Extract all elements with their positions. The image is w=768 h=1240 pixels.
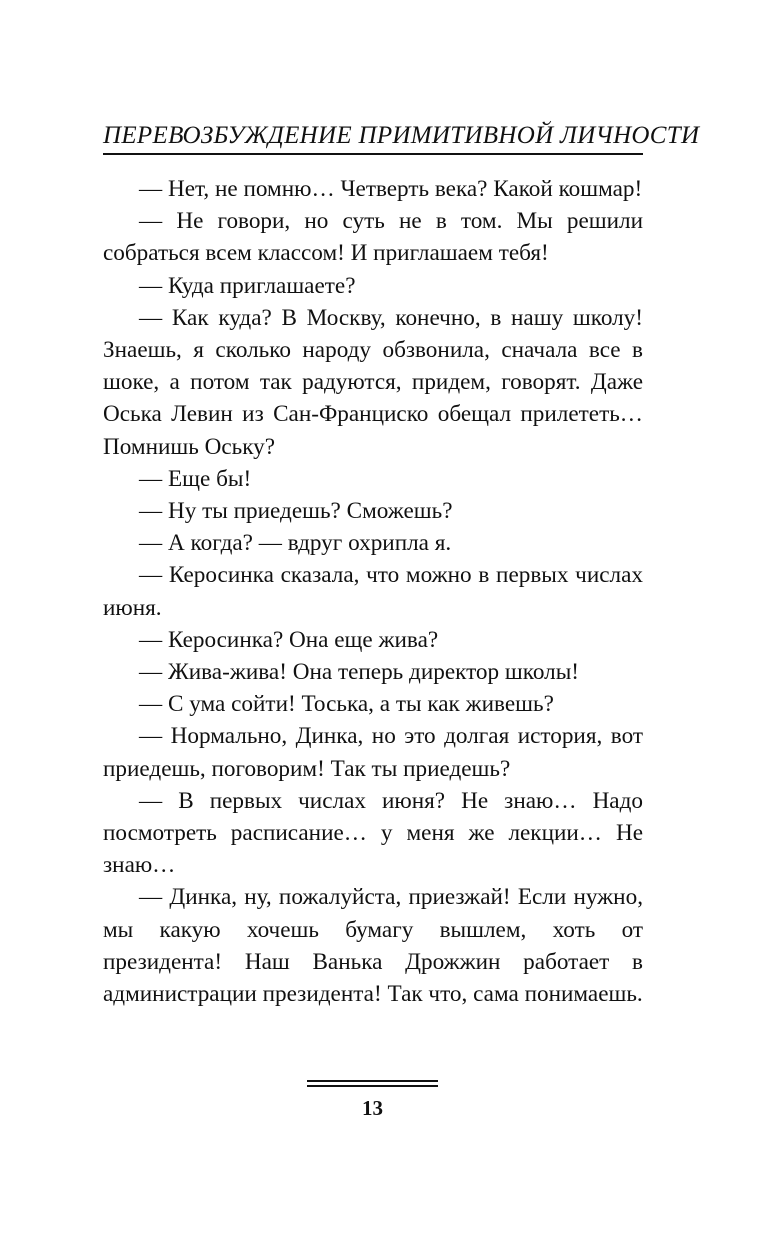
running-title: ПЕРЕВОЗБУЖДЕНИЕ ПРИМИТИВНОЙ ЛИЧНОСТИ bbox=[103, 122, 700, 149]
paragraph: — Не говори, но суть не в том. Мы решили собраться всем классом! И приглашаем тебя! bbox=[103, 208, 643, 267]
paragraph: — С ума сойти! Тоська, а ты как живешь? bbox=[139, 691, 554, 718]
page-number: 13 bbox=[362, 1096, 383, 1120]
paragraph: — Нормально, Динка, но это долгая история, вот приедешь, поговорим! Так ты приедешь? bbox=[103, 723, 643, 782]
paragraph: — Еще бы! bbox=[139, 465, 252, 492]
paragraph: — В первых числах июня? Не знаю… Надо посмотреть расписание… у меня же лекции… Не знаю… bbox=[103, 787, 643, 879]
footer-rule-bottom bbox=[307, 1085, 438, 1087]
paragraph: — А когда? — вдруг охрипла я. bbox=[139, 530, 452, 557]
paragraph: — Нет, не помню… Четверть века? Какой кошмар! bbox=[139, 176, 643, 202]
paragraph: — Динка, ну, пожалуйста, приезжай! Если нужно, мы какую хочешь бумагу вышлем, хоть от президента! Наш Ванька Дрожжин работает в администрации президента! Так что, сама понимаешь. bbox=[103, 884, 643, 1008]
paragraph: — Керосинка? Она еще жива? bbox=[139, 626, 439, 653]
paragraph: — Ну ты приедешь? Сможешь? bbox=[139, 498, 453, 525]
paragraph: — Жива-жива! Она теперь директор школы! bbox=[139, 659, 580, 686]
paragraph: — Куда приглашаете? bbox=[139, 272, 356, 299]
paragraph: — Керосинка сказала, что можно в первых числах июня. bbox=[103, 562, 643, 621]
paragraph: — Как куда? В Москву, конечно, в нашу школу! Знаешь, я сколько народу обзвонила, сначала все в шоке, а потом так радуются, придем, говорят. Даже Оська Левин из Сан-Франциско обещал прилететь… Помнишь Оську? bbox=[103, 304, 643, 460]
header-rule bbox=[103, 153, 643, 155]
footer-rule-top bbox=[307, 1080, 438, 1082]
body-text bbox=[103, 173, 643, 1010]
